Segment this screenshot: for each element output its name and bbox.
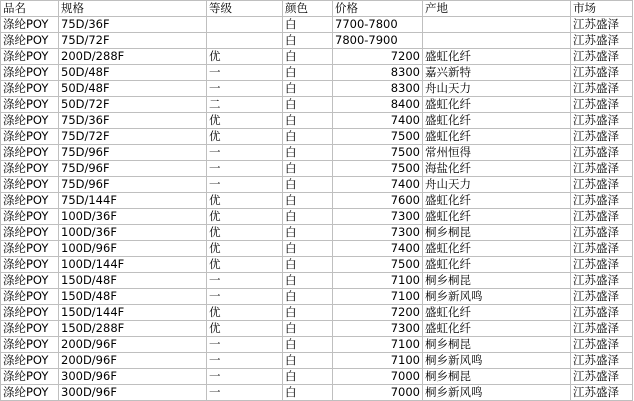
- cell-market[interactable]: 江苏盛泽: [571, 33, 633, 49]
- cell-name[interactable]: 涤纶POY: [1, 65, 59, 81]
- cell-color[interactable]: 白: [283, 161, 333, 177]
- cell-name[interactable]: 涤纶POY: [1, 161, 59, 177]
- cell-name[interactable]: 涤纶POY: [1, 49, 59, 65]
- cell-color[interactable]: 白: [283, 177, 333, 193]
- cell-price[interactable]: 7500: [333, 129, 423, 145]
- cell-grade[interactable]: 一: [207, 161, 283, 177]
- cell-grade[interactable]: 优: [207, 49, 283, 65]
- cell-market[interactable]: 江苏盛泽: [571, 353, 633, 369]
- header-origin[interactable]: 产地: [423, 1, 571, 17]
- table-row: [1, 273, 633, 289]
- cell-color[interactable]: 白: [283, 289, 333, 305]
- cell-spec[interactable]: 75D/96F: [59, 145, 207, 161]
- cell-price[interactable]: 7200: [333, 49, 423, 65]
- table-row: [1, 97, 633, 113]
- cell-grade[interactable]: 一: [207, 145, 283, 161]
- table-row: [1, 81, 633, 97]
- cell-grade[interactable]: 优: [207, 113, 283, 129]
- cell-grade[interactable]: 一: [207, 81, 283, 97]
- cell-color[interactable]: 白: [283, 33, 333, 49]
- cell-market[interactable]: 江苏盛泽: [571, 273, 633, 289]
- cell-spec[interactable]: 150D/144F: [59, 305, 207, 321]
- cell-spec[interactable]: 100D/36F: [59, 225, 207, 241]
- cell-price[interactable]: 7500: [333, 257, 423, 273]
- table-row: [1, 337, 633, 353]
- cell-origin[interactable]: 盛虹化纤: [423, 257, 571, 273]
- cell-name[interactable]: 涤纶POY: [1, 369, 59, 385]
- cell-color[interactable]: 白: [283, 225, 333, 241]
- cell-price[interactable]: 7300: [333, 209, 423, 225]
- cell-spec[interactable]: 50D/48F: [59, 81, 207, 97]
- cell-spec[interactable]: 100D/144F: [59, 257, 207, 273]
- cell-price[interactable]: 8300: [333, 81, 423, 97]
- cell-spec[interactable]: 100D/36F: [59, 209, 207, 225]
- cell-spec[interactable]: 75D/144F: [59, 193, 207, 209]
- cell-grade[interactable]: 一: [207, 353, 283, 369]
- cell-price[interactable]: 7400: [333, 241, 423, 257]
- cell-market[interactable]: 江苏盛泽: [571, 241, 633, 257]
- cell-price[interactable]: 7400: [333, 113, 423, 129]
- cell-price[interactable]: 7200: [333, 305, 423, 321]
- cell-price[interactable]: 7600: [333, 193, 423, 209]
- cell-name[interactable]: 涤纶POY: [1, 353, 59, 369]
- cell-grade[interactable]: 优: [207, 193, 283, 209]
- cell-name[interactable]: 涤纶POY: [1, 385, 59, 401]
- cell-origin[interactable]: 盛虹化纤: [423, 193, 571, 209]
- header-spec[interactable]: 规格: [59, 1, 207, 17]
- cell-name[interactable]: 涤纶POY: [1, 337, 59, 353]
- cell-market[interactable]: 江苏盛泽: [571, 81, 633, 97]
- cell-market[interactable]: 江苏盛泽: [571, 305, 633, 321]
- cell-origin[interactable]: 桐乡桐昆: [423, 337, 571, 353]
- cell-price[interactable]: 7100: [333, 273, 423, 289]
- cell-price[interactable]: 8300: [333, 65, 423, 81]
- cell-spec[interactable]: 75D/72F: [59, 33, 207, 49]
- cell-origin[interactable]: 桐乡桐昆: [423, 273, 571, 289]
- cell-origin[interactable]: 盛虹化纤: [423, 241, 571, 257]
- cell-origin[interactable]: 桐乡新风鸣: [423, 289, 571, 305]
- table-row: [1, 321, 633, 337]
- cell-origin[interactable]: 盛虹化纤: [423, 97, 571, 113]
- cell-origin[interactable]: 桐乡新风鸣: [423, 353, 571, 369]
- cell-price[interactable]: 8400: [333, 97, 423, 113]
- cell-market[interactable]: 江苏盛泽: [571, 97, 633, 113]
- cell-origin[interactable]: 海盐化纤: [423, 161, 571, 177]
- table-row: [1, 145, 633, 161]
- cell-name[interactable]: 涤纶POY: [1, 209, 59, 225]
- cell-color[interactable]: 白: [283, 145, 333, 161]
- cell-market[interactable]: 江苏盛泽: [571, 129, 633, 145]
- cell-grade[interactable]: 优: [207, 321, 283, 337]
- cell-name[interactable]: 涤纶POY: [1, 145, 59, 161]
- table-row: [1, 161, 633, 177]
- cell-color[interactable]: 白: [283, 353, 333, 369]
- cell-color[interactable]: 白: [283, 193, 333, 209]
- cell-color[interactable]: 白: [283, 369, 333, 385]
- header-color[interactable]: 颜色: [283, 1, 333, 17]
- cell-spec[interactable]: 200D/288F: [59, 49, 207, 65]
- cell-market[interactable]: 江苏盛泽: [571, 193, 633, 209]
- table-row: [1, 33, 633, 49]
- cell-name[interactable]: 涤纶POY: [1, 241, 59, 257]
- cell-color[interactable]: 白: [283, 129, 333, 145]
- cell-origin[interactable]: 盛虹化纤: [423, 209, 571, 225]
- table-row: [1, 241, 633, 257]
- cell-grade[interactable]: 一: [207, 385, 283, 401]
- cell-grade[interactable]: 优: [207, 129, 283, 145]
- cell-name[interactable]: 涤纶POY: [1, 177, 59, 193]
- cell-grade[interactable]: 优: [207, 305, 283, 321]
- cell-spec[interactable]: 150D/48F: [59, 273, 207, 289]
- cell-color[interactable]: 白: [283, 65, 333, 81]
- cell-market[interactable]: 江苏盛泽: [571, 177, 633, 193]
- table-row: [1, 193, 633, 209]
- cell-price[interactable]: 7400: [333, 177, 423, 193]
- table-row: [1, 385, 633, 401]
- cell-spec[interactable]: 75D/36F: [59, 17, 207, 33]
- cell-spec[interactable]: 50D/72F: [59, 97, 207, 113]
- cell-color[interactable]: 白: [283, 337, 333, 353]
- header-market[interactable]: 市场: [571, 1, 633, 17]
- table-row: [1, 369, 633, 385]
- cell-spec[interactable]: 200D/96F: [59, 353, 207, 369]
- cell-origin[interactable]: 嘉兴新特: [423, 65, 571, 81]
- cell-price[interactable]: 7800-7900: [333, 33, 423, 49]
- table-row: [1, 17, 633, 33]
- cell-price[interactable]: 7000: [333, 369, 423, 385]
- cell-price[interactable]: 7300: [333, 321, 423, 337]
- cell-color[interactable]: 白: [283, 81, 333, 97]
- cell-origin[interactable]: [423, 17, 571, 33]
- cell-origin[interactable]: 盛虹化纤: [423, 129, 571, 145]
- cell-origin[interactable]: 桐乡桐昆: [423, 225, 571, 241]
- header-name[interactable]: 品名: [1, 1, 59, 17]
- table-row: [1, 49, 633, 65]
- cell-color[interactable]: 白: [283, 97, 333, 113]
- cell-spec[interactable]: 75D/36F: [59, 113, 207, 129]
- cell-name[interactable]: 涤纶POY: [1, 273, 59, 289]
- cell-grade[interactable]: 优: [207, 241, 283, 257]
- cell-spec[interactable]: 300D/96F: [59, 369, 207, 385]
- cell-price[interactable]: 7500: [333, 161, 423, 177]
- cell-grade[interactable]: 优: [207, 257, 283, 273]
- cell-color[interactable]: 白: [283, 273, 333, 289]
- cell-spec[interactable]: 75D/96F: [59, 177, 207, 193]
- cell-grade[interactable]: 优: [207, 225, 283, 241]
- cell-origin[interactable]: 盛虹化纤: [423, 113, 571, 129]
- cell-price[interactable]: 7700-7800: [333, 17, 423, 33]
- cell-name[interactable]: 涤纶POY: [1, 305, 59, 321]
- cell-origin[interactable]: [423, 33, 571, 49]
- cell-grade[interactable]: [207, 17, 283, 33]
- table-row: [1, 289, 633, 305]
- cell-spec[interactable]: 50D/48F: [59, 65, 207, 81]
- cell-market[interactable]: 江苏盛泽: [571, 321, 633, 337]
- cell-grade[interactable]: 一: [207, 177, 283, 193]
- cell-price[interactable]: 7300: [333, 225, 423, 241]
- cell-origin[interactable]: 盛虹化纤: [423, 49, 571, 65]
- cell-color[interactable]: 白: [283, 49, 333, 65]
- cell-color[interactable]: 白: [283, 17, 333, 33]
- cell-spec[interactable]: 150D/48F: [59, 289, 207, 305]
- cell-market[interactable]: 江苏盛泽: [571, 209, 633, 225]
- header-grade[interactable]: 等级: [207, 1, 283, 17]
- cell-price[interactable]: 7000: [333, 385, 423, 401]
- cell-color[interactable]: 白: [283, 241, 333, 257]
- table-row: [1, 129, 633, 145]
- cell-market[interactable]: 江苏盛泽: [571, 65, 633, 81]
- cell-market[interactable]: 江苏盛泽: [571, 289, 633, 305]
- cell-color[interactable]: 白: [283, 385, 333, 401]
- table-row: [1, 353, 633, 369]
- cell-name[interactable]: 涤纶POY: [1, 81, 59, 97]
- cell-market[interactable]: 江苏盛泽: [571, 385, 633, 401]
- header-row: [1, 1, 633, 17]
- cell-origin[interactable]: 盛虹化纤: [423, 321, 571, 337]
- table-row: [1, 209, 633, 225]
- cell-price[interactable]: 7100: [333, 353, 423, 369]
- table-row: [1, 305, 633, 321]
- cell-price[interactable]: 7100: [333, 337, 423, 353]
- cell-grade[interactable]: 优: [207, 209, 283, 225]
- cell-spec[interactable]: 75D/96F: [59, 161, 207, 177]
- cell-color[interactable]: 白: [283, 257, 333, 273]
- cell-grade[interactable]: 一: [207, 273, 283, 289]
- cell-origin[interactable]: 舟山天力: [423, 81, 571, 97]
- cell-name[interactable]: 涤纶POY: [1, 129, 59, 145]
- cell-market[interactable]: 江苏盛泽: [571, 337, 633, 353]
- cell-grade[interactable]: 一: [207, 369, 283, 385]
- cell-name[interactable]: 涤纶POY: [1, 33, 59, 49]
- cell-grade[interactable]: 一: [207, 337, 283, 353]
- cell-market[interactable]: 江苏盛泽: [571, 161, 633, 177]
- cell-market[interactable]: 江苏盛泽: [571, 49, 633, 65]
- table-row: [1, 177, 633, 193]
- cell-grade[interactable]: 二: [207, 97, 283, 113]
- cell-spec[interactable]: 100D/96F: [59, 241, 207, 257]
- cell-name[interactable]: 涤纶POY: [1, 193, 59, 209]
- cell-market[interactable]: 江苏盛泽: [571, 145, 633, 161]
- table-row: [1, 113, 633, 129]
- cell-spec[interactable]: 300D/96F: [59, 385, 207, 401]
- cell-name[interactable]: 涤纶POY: [1, 113, 59, 129]
- cell-market[interactable]: 江苏盛泽: [571, 113, 633, 129]
- cell-origin[interactable]: 盛虹化纤: [423, 305, 571, 321]
- cell-name[interactable]: 涤纶POY: [1, 321, 59, 337]
- table-row: [1, 225, 633, 241]
- cell-market[interactable]: 江苏盛泽: [571, 17, 633, 33]
- cell-market[interactable]: 江苏盛泽: [571, 369, 633, 385]
- cell-price[interactable]: 7500: [333, 145, 423, 161]
- cell-spec[interactable]: 75D/72F: [59, 129, 207, 145]
- cell-origin[interactable]: 桐乡新风鸣: [423, 385, 571, 401]
- cell-spec[interactable]: 150D/288F: [59, 321, 207, 337]
- cell-name[interactable]: 涤纶POY: [1, 289, 59, 305]
- cell-name[interactable]: 涤纶POY: [1, 17, 59, 33]
- cell-grade[interactable]: 一: [207, 65, 283, 81]
- table-row: [1, 257, 633, 273]
- cell-grade[interactable]: [207, 33, 283, 49]
- cell-price[interactable]: 7100: [333, 289, 423, 305]
- cell-origin[interactable]: 桐乡桐昆: [423, 369, 571, 385]
- cell-origin[interactable]: 常州恒得: [423, 145, 571, 161]
- cell-origin[interactable]: 舟山天力: [423, 177, 571, 193]
- table-row: [1, 65, 633, 81]
- cell-color[interactable]: 白: [283, 209, 333, 225]
- cell-grade[interactable]: 一: [207, 289, 283, 305]
- cell-color[interactable]: 白: [283, 305, 333, 321]
- cell-market[interactable]: 江苏盛泽: [571, 225, 633, 241]
- cell-spec[interactable]: 200D/96F: [59, 337, 207, 353]
- header-price[interactable]: 价格: [333, 1, 423, 17]
- cell-color[interactable]: 白: [283, 113, 333, 129]
- cell-market[interactable]: 江苏盛泽: [571, 257, 633, 273]
- cell-name[interactable]: 涤纶POY: [1, 225, 59, 241]
- cell-name[interactable]: 涤纶POY: [1, 97, 59, 113]
- cell-name[interactable]: 涤纶POY: [1, 257, 59, 273]
- cell-color[interactable]: 白: [283, 321, 333, 337]
